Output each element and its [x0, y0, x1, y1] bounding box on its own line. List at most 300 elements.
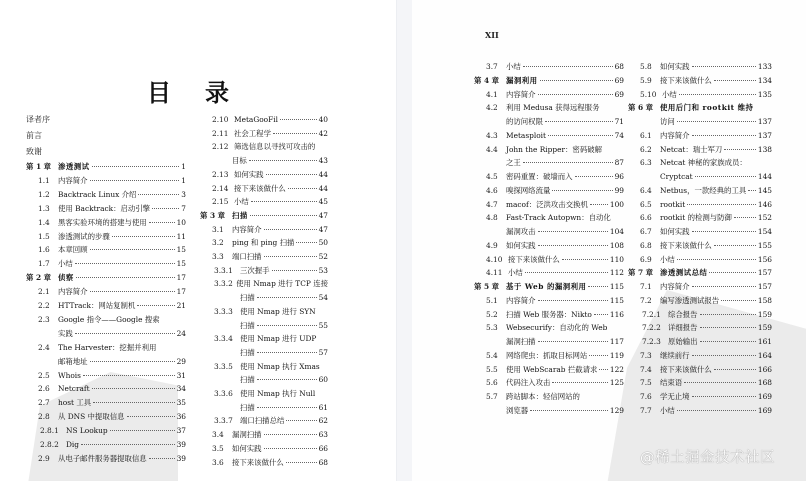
- toc-entry[interactable]: [486, 297, 624, 304]
- toc-leader-dots: [692, 231, 756, 232]
- toc-entry-title: John the Ripper：密码破解: [506, 144, 602, 154]
- toc-entry-number: 6.2: [640, 144, 652, 154]
- toc-entry-number: 6.9: [640, 254, 652, 264]
- toc-entry-number: 6.7: [640, 227, 652, 236]
- toc-entry[interactable]: [486, 91, 624, 98]
- toc-entry-page: 87: [614, 158, 624, 168]
- toc-entry[interactable]: [38, 302, 186, 309]
- toc-entry[interactable]: [212, 253, 328, 260]
- toc-entry-page: 164: [757, 350, 772, 360]
- toc-entry[interactable]: [58, 358, 186, 365]
- toc-entry-title: 扫描: [240, 293, 255, 303]
- toc-entry[interactable]: [214, 417, 328, 424]
- toc-entry-page: 1: [181, 162, 186, 171]
- toc-entry-title: 综合报告: [668, 309, 698, 319]
- toc-entry[interactable]: [40, 427, 186, 434]
- toc-entry[interactable]: [474, 77, 624, 84]
- toc-entry-title: 社会工程学: [234, 128, 271, 138]
- toc-entry[interactable]: [486, 187, 624, 194]
- toc-entry-page: 161: [757, 337, 772, 346]
- toc-entry[interactable]: [640, 214, 772, 221]
- toc-entry[interactable]: [640, 77, 772, 84]
- toc-entry[interactable]: [486, 132, 624, 139]
- toc-entry-page: 96: [614, 172, 624, 181]
- toc-entry[interactable]: [212, 171, 328, 178]
- toc-entry-number: 5.1: [486, 295, 498, 305]
- toc-entry-title: 小结: [58, 259, 73, 269]
- toc-entry-page: 115: [609, 282, 624, 291]
- toc-leader-dots: [266, 174, 317, 175]
- front-matter-preface[interactable]: 前言: [26, 131, 42, 140]
- toc-entry[interactable]: [40, 441, 186, 448]
- toc-entry-number: 2.7: [38, 398, 50, 408]
- toc-entry[interactable]: [486, 104, 624, 111]
- toc-entry-number: 7.1: [640, 282, 652, 291]
- toc-leader-dots: [677, 410, 756, 411]
- toc-entry[interactable]: [640, 201, 772, 208]
- toc-entry-number: 3.7: [486, 62, 498, 71]
- toc-leader-dots: [257, 352, 317, 353]
- toc-leader-dots: [83, 375, 175, 376]
- toc-leader-dots: [92, 166, 180, 167]
- toc-leader-dots: [530, 410, 608, 411]
- toc-entry[interactable]: [214, 363, 328, 370]
- toc-entry[interactable]: [640, 352, 772, 359]
- toc-entry[interactable]: [38, 260, 186, 267]
- toc-entry-page: 116: [609, 309, 624, 319]
- toc-entry-number: 3.4: [212, 430, 224, 440]
- toc-entry-number: 6.3: [640, 158, 652, 168]
- toc-entry[interactable]: [214, 267, 328, 274]
- toc-entry-title: 筛选信息以寻找可攻击的: [234, 142, 316, 152]
- toc-leader-dots: [548, 135, 613, 136]
- toc-entry-page: 157: [757, 282, 772, 291]
- front-matter-translator-preface[interactable]: 译者序: [26, 115, 50, 124]
- toc-entry-title: 使用后门和 rootkit 维持: [660, 103, 754, 113]
- toc-entry-page: 44: [318, 169, 328, 179]
- toc-entry[interactable]: [486, 256, 624, 263]
- toc-entry[interactable]: [486, 269, 624, 276]
- toc-entry-page: 50: [318, 238, 328, 248]
- toc-entry-page: 15: [176, 259, 186, 269]
- toc-entry-title: 扫描: [240, 347, 255, 357]
- toc-entry[interactable]: [640, 256, 772, 263]
- toc-entry[interactable]: [38, 413, 186, 420]
- toc-leader-dots: [264, 434, 317, 435]
- toc-entry-title: 原始输出: [668, 337, 698, 346]
- toc-entry[interactable]: [506, 159, 624, 166]
- toc-entry-title: 从 DNS 中提取信息: [58, 412, 125, 422]
- toc-entry[interactable]: [642, 311, 772, 318]
- toc-entry-title: 详细报告: [668, 323, 698, 333]
- toc-column-left-1: [26, 163, 186, 479]
- toc-entry[interactable]: [640, 393, 772, 400]
- toc-entry[interactable]: [212, 445, 328, 452]
- toc-entry-number: 7.2.2: [642, 323, 661, 333]
- toc-entry[interactable]: [212, 143, 328, 150]
- toc-entry-number: 3.1: [212, 224, 224, 234]
- toc-entry[interactable]: [38, 219, 186, 226]
- toc-entry[interactable]: [212, 431, 328, 438]
- toc-entry-title: 嗅探网络流量: [506, 185, 551, 195]
- toc-entry[interactable]: [214, 335, 328, 342]
- toc-entry-title: 之王: [506, 158, 521, 168]
- toc-entry-title: 代码注入攻击: [506, 378, 551, 388]
- toc-entry-page: 60: [318, 375, 328, 385]
- toc-entry-number: 7.5: [640, 378, 652, 388]
- toc-leader-dots: [724, 149, 756, 150]
- toc-entry[interactable]: [38, 177, 186, 184]
- toc-entry[interactable]: [26, 163, 186, 170]
- toc-leader-dots: [590, 204, 608, 205]
- toc-entry-number: 7.6: [640, 392, 652, 401]
- toc-entry-title: ping 和 ping 扫描: [232, 238, 295, 248]
- toc-entry-page: 99: [614, 185, 624, 195]
- toc-entry-page: 34: [176, 384, 186, 394]
- toc-entry-title: 小结: [508, 268, 523, 278]
- toc-entry-title: 漏洞扫描: [506, 337, 536, 346]
- toc-entry-title: Netcraft: [58, 384, 90, 394]
- toc-entry-title: Backtrack Linux 介绍: [58, 189, 137, 199]
- toc-entry[interactable]: [640, 187, 772, 194]
- toc-entry[interactable]: [486, 214, 624, 221]
- toc-entry-title: 黑客实验环境的搭建与使用: [58, 217, 147, 227]
- toc-entry-page: 21: [176, 301, 186, 310]
- toc-entry-title: Cryptcat: [660, 172, 693, 181]
- toc-entry-page: 17: [176, 287, 186, 297]
- toc-entry-page: 68: [318, 457, 328, 467]
- toc-entry-number: 4.4: [486, 144, 498, 154]
- toc-entry-number: 4.6: [486, 185, 498, 195]
- toc-leader-dots: [112, 236, 175, 237]
- toc-entry-number: 2.3: [38, 314, 50, 324]
- toc-leader-dots: [280, 119, 317, 120]
- toc-leader-dots: [552, 382, 608, 383]
- toc-entry-page: 154: [757, 227, 772, 236]
- toc-entry-page: 40: [318, 115, 328, 124]
- left-page: [0, 0, 396, 481]
- toc-leader-dots: [273, 133, 317, 134]
- toc-entry-page: 69: [614, 89, 624, 99]
- toc-entry-page: 108: [609, 240, 624, 250]
- toc-leader-dots: [692, 135, 756, 136]
- toc-entry-title: 扫描: [232, 210, 248, 220]
- toc-entry-number: 2.15: [212, 197, 229, 207]
- toc-entry[interactable]: [486, 146, 624, 153]
- toc-entry-number: 1.5: [38, 231, 50, 241]
- toc-entry-number: 7.3: [640, 350, 652, 360]
- toc-entry[interactable]: [640, 379, 772, 386]
- toc-entry[interactable]: [38, 233, 186, 240]
- toc-entry-page: 61: [318, 402, 328, 412]
- toc-entry-title: Dig: [66, 440, 80, 449]
- toc-entry-number: 7.2.1: [642, 309, 661, 319]
- toc-entry[interactable]: [38, 372, 186, 379]
- toc-entry[interactable]: [240, 404, 328, 411]
- toc-entry-title: 继续前行: [660, 350, 690, 360]
- toc-entry-number: 第 5 章: [474, 282, 500, 291]
- toc-entry[interactable]: [486, 311, 624, 318]
- toc-entry-page: 166: [757, 364, 772, 374]
- toc-entry-title: 内容简介: [232, 224, 262, 234]
- toc-entry[interactable]: [214, 308, 328, 315]
- toc-leader-dots: [149, 222, 175, 223]
- toc-entry[interactable]: [486, 379, 624, 386]
- toc-leader-dots: [692, 286, 756, 287]
- toc-entry[interactable]: [640, 283, 772, 290]
- toc-leader-dots: [575, 176, 613, 177]
- toc-leader-dots: [523, 66, 613, 67]
- toc-entry[interactable]: [38, 455, 186, 462]
- toc-entry[interactable]: [58, 330, 186, 337]
- toc-entry[interactable]: [38, 288, 186, 295]
- toc-entry-title: 内容简介: [660, 282, 690, 291]
- toc-leader-dots: [538, 231, 608, 232]
- toc-entry-page: 39: [176, 440, 186, 449]
- toc-entry[interactable]: [486, 201, 624, 208]
- toc-leader-dots: [257, 379, 317, 380]
- toc-entry[interactable]: [38, 191, 186, 198]
- toc-entry-page: 133: [757, 62, 772, 71]
- toc-entry[interactable]: [640, 228, 772, 235]
- toc-entry-title: 小结: [234, 197, 249, 207]
- toc-entry-title: 内容简介: [506, 295, 536, 305]
- toc-leader-dots: [538, 341, 608, 342]
- toc-entry-number: 6.8: [640, 240, 652, 250]
- toc-leader-dots: [714, 80, 756, 81]
- toc-leader-dots: [677, 121, 756, 122]
- toc-entry-title: 漏洞攻击: [506, 227, 536, 236]
- toc-column-right-1: [474, 63, 624, 431]
- toc-entry-number: 1.1: [38, 175, 50, 185]
- toc-leader-dots: [264, 448, 317, 449]
- toc-column-right-2: [628, 63, 772, 431]
- toc-entry-title: 内容简介: [58, 287, 88, 297]
- toc-entry[interactable]: [200, 212, 328, 219]
- toc-entry-page: 45: [318, 197, 328, 207]
- toc-entry-number: 2.5: [38, 370, 50, 380]
- toc-entry-number: 1.2: [38, 189, 50, 199]
- toc-entry-page: 29: [176, 356, 186, 366]
- toc-leader-dots: [90, 249, 175, 250]
- toc-entry[interactable]: [506, 228, 624, 235]
- toc-entry-number: 6.6: [640, 213, 652, 223]
- toc-entry[interactable]: [628, 269, 772, 276]
- toc-entry-page: 158: [757, 295, 772, 305]
- toc-entry-number: 1.3: [38, 203, 50, 213]
- toc-entry-number: 2.6: [38, 384, 50, 394]
- toc-entry-title: Google 指令——Google 搜索: [58, 314, 160, 324]
- toc-entry-number: 2.4: [38, 342, 50, 352]
- toc-entry[interactable]: [240, 294, 328, 301]
- toc-entry-page: 112: [609, 268, 624, 278]
- toc-leader-dots: [81, 444, 175, 445]
- toc-leader-dots: [149, 458, 175, 459]
- toc-entry-number: 3.3.5: [214, 361, 233, 371]
- toc-entry[interactable]: [38, 205, 186, 212]
- toc-entry-number: 4.8: [486, 213, 498, 223]
- toc-leader-dots: [110, 430, 175, 431]
- toc-entry-title: 使用 Nmap 进行 UDP: [240, 334, 317, 344]
- toc-entry[interactable]: [212, 226, 328, 233]
- toc-entry[interactable]: [660, 118, 772, 125]
- toc-leader-dots: [538, 245, 608, 246]
- toc-entry-title: 渗透测试总结: [660, 268, 708, 278]
- toc-entry[interactable]: [38, 385, 186, 392]
- toc-entry-number: 3.3.3: [214, 306, 233, 316]
- toc-entry-number: 第 2 章: [26, 273, 52, 283]
- toc-entry-number: 5.8: [640, 62, 652, 71]
- toc-title-char-2: 录: [205, 79, 229, 107]
- toc-entry-page: 159: [757, 309, 772, 319]
- toc-entry[interactable]: [660, 173, 772, 180]
- toc-entry[interactable]: [640, 407, 772, 414]
- toc-entry-number: 2.12: [212, 142, 229, 152]
- toc-entry-number: 7.2.3: [642, 337, 661, 346]
- toc-entry[interactable]: [640, 297, 772, 304]
- toc-entry-number: 4.10: [486, 254, 503, 264]
- toc-entry-page: 3: [181, 189, 186, 199]
- toc-entry[interactable]: [38, 316, 186, 323]
- toc-leader-dots: [90, 291, 175, 292]
- toc-entry-number: 2.2: [38, 301, 50, 310]
- toc-leader-dots: [734, 217, 756, 218]
- toc-entry-page: 11: [176, 231, 186, 241]
- toc-entry-page: 110: [609, 254, 624, 264]
- toc-entry[interactable]: [214, 280, 328, 287]
- toc-entry[interactable]: [474, 283, 624, 290]
- toc-leader-dots: [700, 327, 756, 328]
- toc-entry[interactable]: [642, 324, 772, 331]
- toc-entry-title: 使用 WebScarab 拦截请求: [506, 364, 598, 374]
- toc-leader-dots: [272, 270, 317, 271]
- toc-leader-dots: [538, 300, 608, 301]
- toc-entry[interactable]: [486, 352, 624, 359]
- toc-entry-title: 学无止境: [660, 392, 690, 401]
- toc-entry[interactable]: [640, 159, 772, 166]
- toc-entry-title: 如何实践: [506, 240, 536, 250]
- toc-entry[interactable]: [212, 459, 328, 466]
- toc-entry-number: 3.3.6: [214, 389, 233, 398]
- toc-entry-number: 5.3: [486, 323, 498, 333]
- toc-leader-dots: [540, 80, 613, 81]
- toc-entry-number: 6.1: [640, 130, 652, 140]
- toc-leader-dots: [288, 188, 317, 189]
- toc-entry-number: 2.9: [38, 453, 50, 463]
- toc-entry-title: Netcat：瑞士军刀: [660, 144, 723, 154]
- toc-entry[interactable]: [38, 246, 186, 253]
- toc-entry[interactable]: [38, 399, 186, 406]
- toc-entry[interactable]: [212, 239, 328, 246]
- toc-entry[interactable]: [486, 63, 624, 70]
- toc-entry-title: 浏览器: [506, 405, 529, 415]
- toc-leader-dots: [709, 272, 756, 273]
- toc-entry-number: 5.6: [486, 378, 498, 388]
- toc-entry-number: 第 4 章: [474, 75, 500, 85]
- toc-entry-number: 2.8.1: [40, 426, 59, 436]
- toc-leader-dots: [692, 66, 756, 67]
- toc-entry-page: 62: [318, 416, 328, 426]
- toc-entry-number: 4.11: [486, 268, 503, 278]
- toc-entry[interactable]: [506, 407, 624, 414]
- toc-entry-number: 5.9: [640, 75, 652, 85]
- toc-entry[interactable]: [214, 390, 328, 397]
- toc-entry[interactable]: [642, 338, 772, 345]
- toc-entry[interactable]: [640, 366, 772, 373]
- toc-entry-number: 第 1 章: [26, 162, 52, 171]
- toc-leader-dots: [679, 94, 756, 95]
- toc-entry-page: 125: [609, 378, 624, 388]
- toc-leader-dots: [594, 314, 608, 315]
- toc-entry-number: 第 7 章: [628, 268, 654, 278]
- toc-entry-page: 47: [318, 224, 328, 234]
- toc-leader-dots: [523, 162, 613, 163]
- toc-entry[interactable]: [26, 274, 186, 281]
- toc-entry[interactable]: [240, 376, 328, 383]
- toc-entry-title: host 工具: [58, 398, 92, 408]
- toc-leader-dots: [714, 245, 756, 246]
- toc-entry[interactable]: [640, 91, 772, 98]
- toc-entry-number: 4.3: [486, 130, 498, 140]
- toc-entry[interactable]: [628, 104, 772, 111]
- toc-entry[interactable]: [486, 393, 624, 400]
- toc-leader-dots: [90, 361, 175, 362]
- toc-entry-number: 5.4: [486, 350, 498, 360]
- toc-entry[interactable]: [212, 130, 328, 137]
- front-matter-acknowledgements[interactable]: 致谢: [26, 147, 42, 156]
- toc-entry[interactable]: [640, 146, 772, 153]
- toc-entry[interactable]: [506, 338, 624, 345]
- toc-leader-dots: [552, 190, 612, 191]
- toc-entry-title: rootkit 的检测与防御: [660, 213, 732, 223]
- toc-entry-title: rootkit: [660, 199, 686, 209]
- toc-entry-number: 2.14: [212, 183, 229, 193]
- toc-entry[interactable]: [212, 116, 328, 123]
- toc-entry-title: 使用 Nmap 执行 Null: [240, 389, 316, 398]
- toc-entry[interactable]: [212, 198, 328, 205]
- toc-entry-page: 169: [757, 392, 772, 401]
- toc-leader-dots: [75, 263, 175, 264]
- toc-entry[interactable]: [212, 185, 328, 192]
- toc-leader-dots: [257, 407, 317, 408]
- toc-entry-title: 接下来该做什么: [660, 75, 712, 85]
- toc-entry[interactable]: [486, 324, 624, 331]
- toc-entry[interactable]: [640, 132, 772, 139]
- toc-entry-page: 137: [757, 130, 772, 140]
- toc-entry-number: 3.3.4: [214, 334, 233, 344]
- toc-entry-title: 渗透测试: [58, 162, 90, 171]
- toc-leader-dots: [589, 355, 608, 356]
- toc-entry-number: 3.5: [212, 443, 224, 453]
- toc-entry-title: 接下来该做什么: [234, 183, 286, 193]
- toc-entry[interactable]: [640, 63, 772, 70]
- toc-entry[interactable]: [640, 242, 772, 249]
- toc-entry[interactable]: [486, 242, 624, 249]
- toc-entry[interactable]: [232, 157, 328, 164]
- toc-entry-title: 扫描: [240, 375, 255, 385]
- toc-entry[interactable]: [486, 366, 624, 373]
- toc-entry-title: 端口扫描总结: [240, 416, 285, 426]
- toc-entry-title: 内容简介: [660, 130, 690, 140]
- toc-entry-page: 47: [318, 210, 328, 220]
- toc-entry[interactable]: [38, 344, 186, 351]
- toc-entry-title: 跨站脚本：轻信网站的: [506, 392, 580, 401]
- toc-entry[interactable]: [240, 349, 328, 356]
- toc-entry[interactable]: [506, 118, 624, 125]
- toc-entry-number: 第 6 章: [628, 103, 654, 113]
- toc-entry[interactable]: [486, 173, 624, 180]
- toc-entry[interactable]: [240, 322, 328, 329]
